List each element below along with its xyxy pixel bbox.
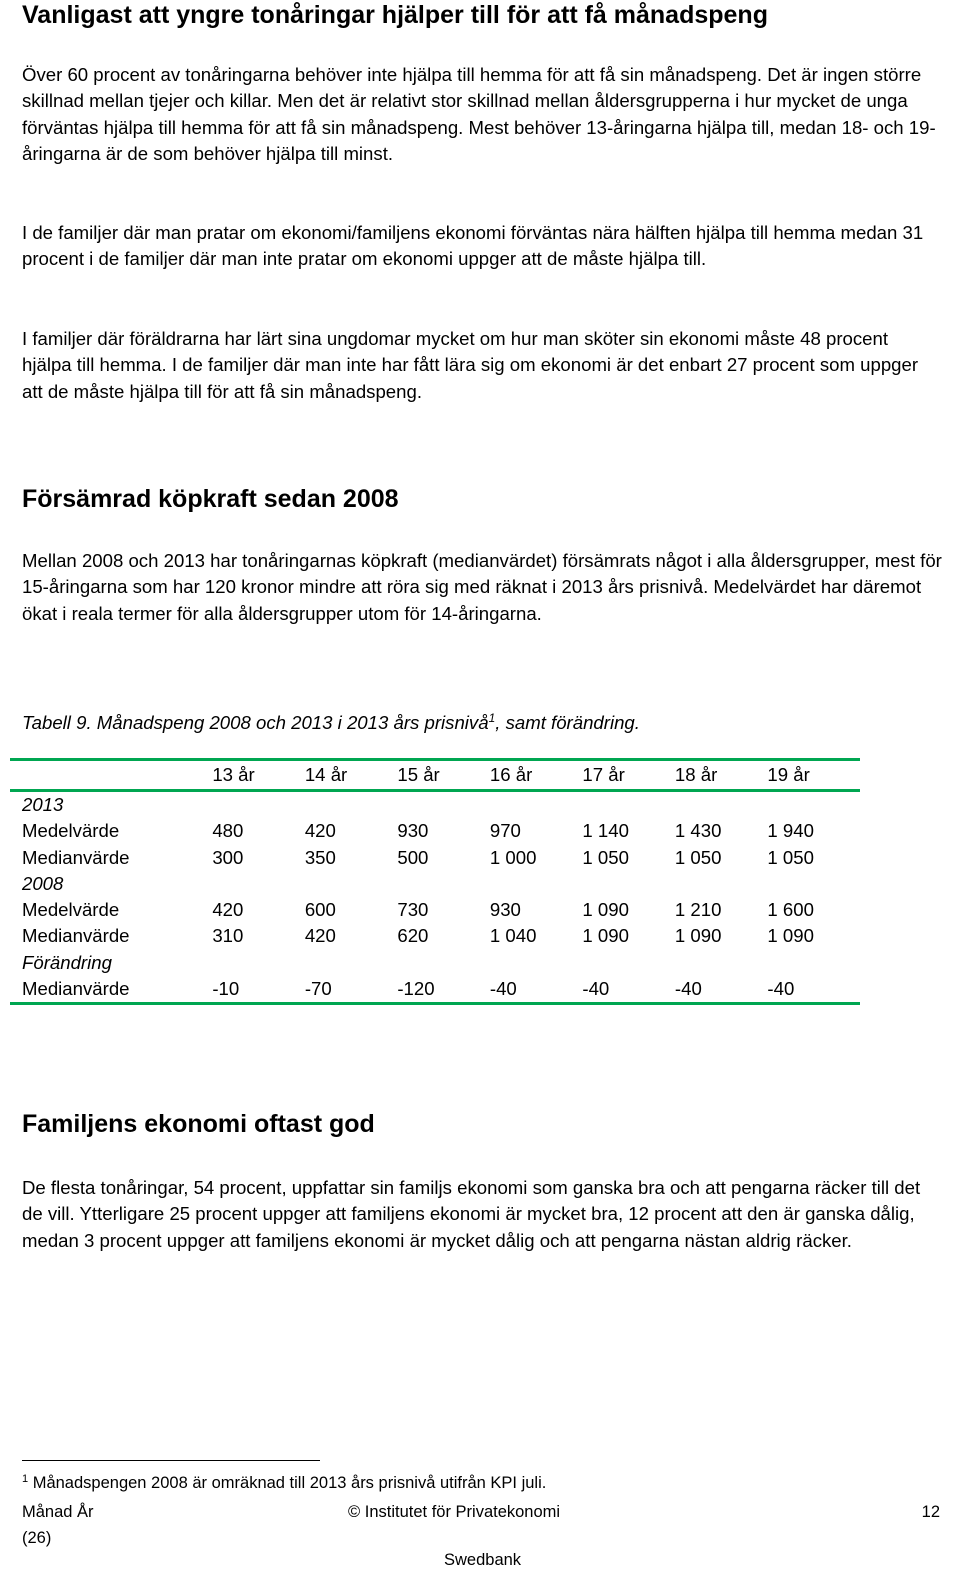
table-cell: -10 xyxy=(212,978,240,1000)
footer-page-number: 12 xyxy=(921,1503,940,1521)
table-cell: 480 xyxy=(212,820,244,842)
table-row xyxy=(10,845,860,871)
table-cell: 1 600 xyxy=(767,899,814,921)
table-cell: -120 xyxy=(397,978,435,1000)
table-header-cell: 17 år xyxy=(582,763,625,785)
table-cell: 350 xyxy=(304,846,336,868)
section-heading-purchasing-power: Försämrad köpkraft sedan 2008 xyxy=(22,485,399,513)
table-group-row xyxy=(10,792,860,818)
table-cell: 1 430 xyxy=(674,820,722,842)
table-cell: 1 090 xyxy=(582,925,629,947)
paragraph-parents-teaching: I familjer där föräldrarna har lärt sina ungdomar mycket om hur man sköter sin ekonomi måste 48 procent hjälpa till hemma. I de familjer där man inte har fått lära sig om ekonomi är det enbart 27 procent som uppger att de måste hjälpa till för att få sin månadspeng. xyxy=(22,328,919,402)
footnote-text: Månadspengen 2008 är omräknad till 2013 års prisnivå utifrån KPI juli. xyxy=(28,1474,547,1492)
table-cell: 420 xyxy=(304,925,336,947)
footnote xyxy=(22,1469,546,1493)
table-cell: 1 050 xyxy=(582,846,629,868)
table-row xyxy=(10,923,860,949)
table-cell: -40 xyxy=(674,978,702,1000)
table-cell: 1 210 xyxy=(674,899,722,921)
table-group-row xyxy=(10,871,860,897)
section-heading-monthly-allowance: Vanligast att yngre tonåringar hjälper till för att få månadspeng xyxy=(22,1,768,29)
section-heading-family-economy: Familjens ekonomi oftast god xyxy=(22,1110,375,1138)
table-header-cell: 19 år xyxy=(767,763,810,785)
footer-report-number: (26) xyxy=(22,1529,52,1547)
table-cell: 1 050 xyxy=(674,846,722,868)
table-cell: 930 xyxy=(397,820,429,842)
table-cell: -40 xyxy=(767,978,795,1000)
table-cell: 1 050 xyxy=(767,846,814,868)
table-row-label: Medianvärde xyxy=(22,846,130,868)
table-cell: 420 xyxy=(304,820,336,842)
table-header-cell: 13 år xyxy=(212,763,255,785)
table-caption-footnote-marker: 1 xyxy=(488,711,496,725)
table-row xyxy=(10,976,860,1002)
table-cell: 300 xyxy=(212,846,244,868)
table-caption-text: Tabell 9. Månadspeng 2008 och 2013 i 2013 års prisnivå xyxy=(22,712,489,734)
table-caption-end: , samt förändring. xyxy=(495,712,640,734)
table-cell: 970 xyxy=(489,820,521,842)
table-header-cell xyxy=(10,761,212,789)
table-cell: 1 040 xyxy=(489,925,537,947)
table-cell: -70 xyxy=(304,978,332,1000)
table-cell: 1 140 xyxy=(582,820,629,842)
table-row-label: Medianvärde xyxy=(22,925,130,947)
paragraph-chores: Över 60 procent av tonåringarna behöver inte hjälpa till hemma för att få sin månadspeng. Det är ingen större skillnad mellan tjejer och killar. Men det är relativt stor skillnad mellan åldersgrupperna i hur mycket de unga förväntas hjälpa till hemma för att få sin månadspeng. Mest behöver 13-åringarna hjälpa till, medan 18- och 19-åringarna är de som behöver hjälpa till minst. xyxy=(22,64,936,164)
table-cell: 1 090 xyxy=(767,925,814,947)
table-header-cell: 15 år xyxy=(397,763,440,785)
allowance-table xyxy=(10,758,860,1005)
table-header-cell: 16 år xyxy=(489,763,533,785)
table-cell: 1 090 xyxy=(674,925,722,947)
table-group-label-2013: 2013 xyxy=(22,794,64,815)
table-row xyxy=(10,818,860,844)
table-cell: 500 xyxy=(397,846,429,868)
paragraph-family-talk: I de familjer där man pratar om ekonomi/familjens ekonomi förväntas nära hälften hjälpa till hemma medan 31 procent i de familjer där man inte pratar om ekonomi uppger att de måste hjälpa till. xyxy=(22,222,924,270)
table-group-row xyxy=(10,950,860,976)
table-cell: 730 xyxy=(397,899,429,921)
table-cell: 930 xyxy=(489,899,521,921)
table-cell: -40 xyxy=(582,978,610,1000)
table-row xyxy=(10,897,860,923)
footer-date-label: Månad År xyxy=(22,1503,94,1521)
table-group-label-change: Förändring xyxy=(22,951,112,973)
footnote-divider xyxy=(22,1460,320,1461)
table-group-label-2008: 2008 xyxy=(22,872,64,894)
footer-sponsor: Swedbank xyxy=(444,1551,522,1569)
footnote-marker: 1 xyxy=(22,1473,29,1485)
table-bottom-rule xyxy=(10,1002,860,1005)
table-row-label: Medelvärde xyxy=(22,820,120,842)
table-header-cell: 18 år xyxy=(674,763,718,785)
table-cell: -40 xyxy=(489,978,517,1000)
table-caption xyxy=(22,705,640,736)
table-cell: 1 940 xyxy=(767,820,814,842)
table-header-cell: 14 år xyxy=(304,763,348,785)
paragraph-family-economy: De flesta tonåringar, 54 procent, uppfattar sin familjs ekonomi som ganska bra och att pengarna räcker till det de vill. Ytterligare 25 procent uppger att familjens ekonomi är mycket bra, 12 procent att den är ganska dålig, medan 3 procent uppger att familjens ekonomi är mycket dålig och att pengarna nästan aldrig räcker. xyxy=(22,1177,921,1251)
paragraph-purchasing-power: Mellan 2008 och 2013 har tonåringarnas köpkraft (medianvärdet) försämrats något i alla åldersgrupper, mest för 15-åringarna som har 120 kronor mindre att röra sig med räknat i 2013 års prisnivå. Medelvärdet har däremot ökat i reala termer för alla åldersgrupper utom för 14-åringarna. xyxy=(22,550,942,624)
table-cell: 310 xyxy=(212,925,244,947)
table-cell: 1 000 xyxy=(489,846,537,868)
table-cell: 600 xyxy=(304,899,336,921)
table-cell: 420 xyxy=(212,899,244,921)
table-cell: 1 090 xyxy=(582,899,629,921)
table-cell: 620 xyxy=(397,925,429,947)
table-header-row xyxy=(10,761,860,789)
footer-copyright: © Institutet för Privatekonomi xyxy=(348,1503,561,1521)
table-row-label: Medianvärde xyxy=(22,978,130,1000)
table-row-label: Medelvärde xyxy=(22,899,120,921)
